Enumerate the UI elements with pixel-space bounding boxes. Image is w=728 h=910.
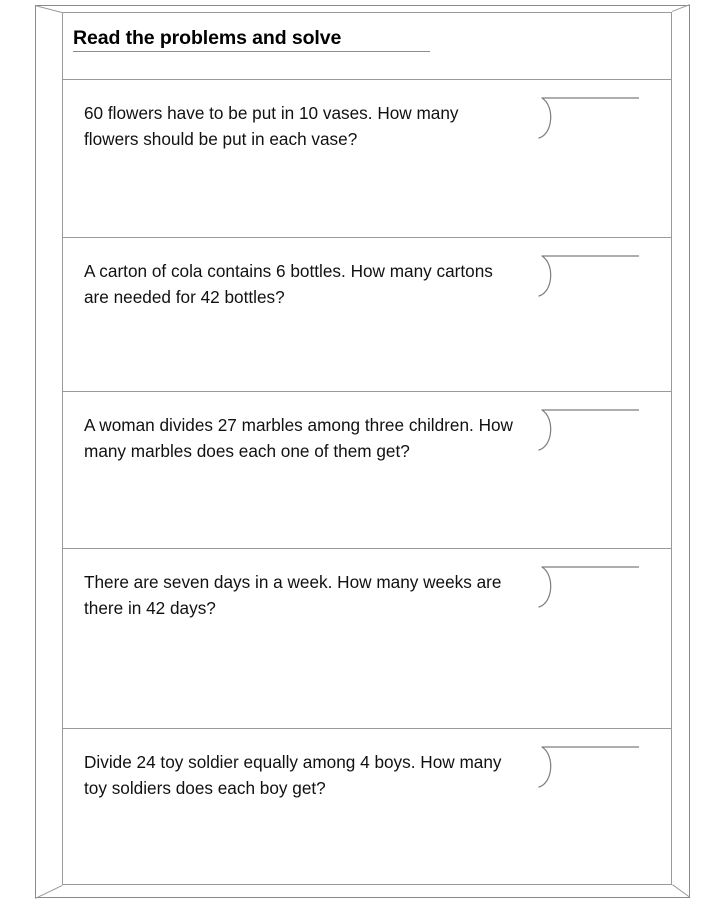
long-division-bracket-icon: [533, 250, 653, 302]
long-division-bracket-icon: [533, 741, 653, 793]
problem-row: [63, 548, 671, 728]
title-underline: [73, 51, 430, 52]
problem-question-text: 60 flowers have to be put in 10 vases. How many flowers should be put in each vase?: [84, 103, 459, 149]
problem-question-text: There are seven days in a week. How many weeks are there in 42 days?: [84, 572, 502, 618]
worksheet-table: [62, 12, 672, 885]
problem-row: [63, 391, 671, 548]
long-division-bracket-icon: [533, 404, 653, 456]
problem-row: [63, 79, 671, 237]
answer-work-area[interactable]: [533, 561, 653, 613]
answer-work-area[interactable]: [533, 404, 653, 456]
problems-container: [63, 79, 671, 884]
answer-work-area[interactable]: [533, 250, 653, 302]
answer-work-area[interactable]: [533, 92, 653, 144]
problem-row: [63, 728, 671, 884]
page-title: Read the problems and solve: [73, 27, 342, 49]
long-division-bracket-icon: [533, 561, 653, 613]
problem-question-text: A woman divides 27 marbles among three children. How many marbles does each one of them get?: [84, 415, 513, 461]
long-division-bracket-icon: [533, 92, 653, 144]
problem-question-text: Divide 24 toy soldier equally among 4 boys. How many toy soldiers does each boy get?: [84, 752, 502, 798]
problem-row: [63, 237, 671, 391]
worksheet-title-row: [63, 13, 671, 79]
problem-question-text: A carton of cola contains 6 bottles. How many cartons are needed for 42 bottles?: [84, 261, 493, 307]
answer-work-area[interactable]: [533, 741, 653, 793]
